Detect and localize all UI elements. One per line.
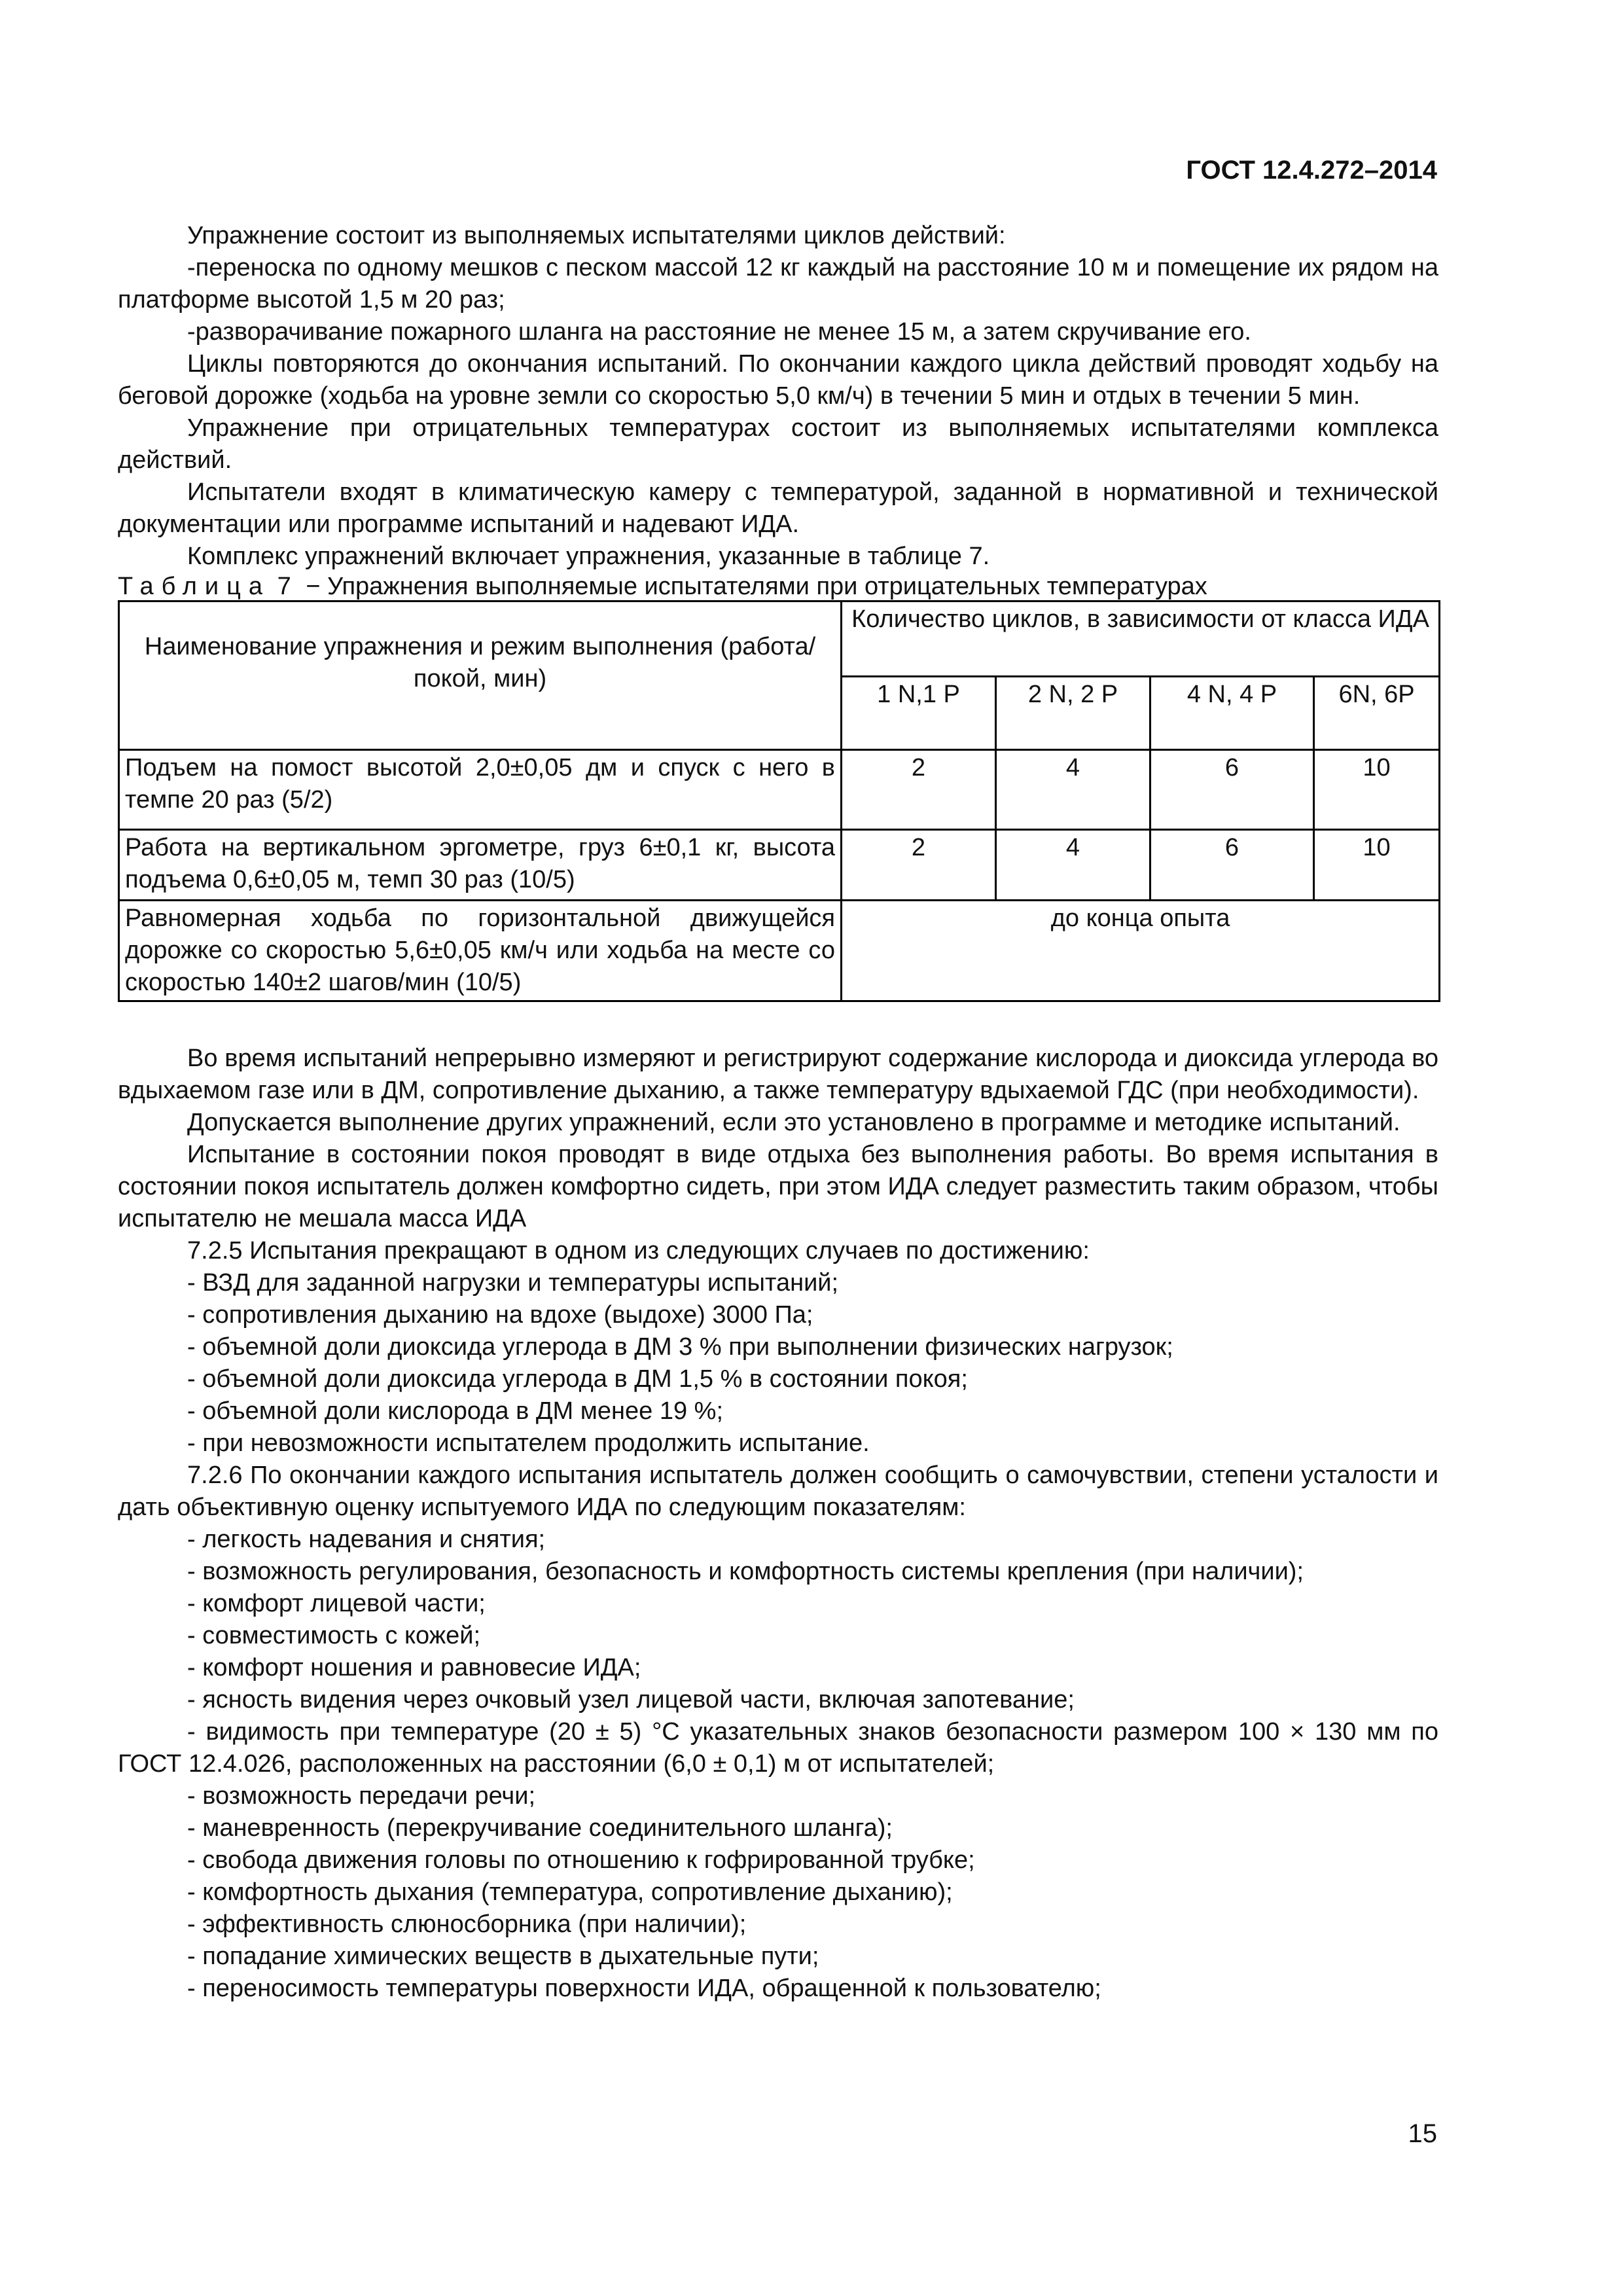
section-7-2-5: 7.2.5 Испытания прекращают в одном из следующих случаев по достижению: (187, 1237, 1090, 1265)
list-item: - возможность передачи речи; (187, 1782, 536, 1810)
paragraph: Во время испытаний непрерывно измеряют и регистрируют содержание кислорода и диоксида углерода во вдыхаемом газе или в ДМ, сопротивление дыханию, а также температуру вдыхаемой ГДС (при необходимости). (118, 1045, 1438, 1104)
cycles-cell: 6 (1150, 750, 1314, 830)
paragraph: Испытатели входят в климатическую камеру с температурой, заданной в нормативной и технической документации или программе испытаний и надевают ИДА. (118, 478, 1438, 538)
header-class-1: 1 N,1 P (842, 677, 996, 750)
table-header-row (119, 601, 1440, 677)
header-class-4: 4 N, 4 P (1150, 677, 1314, 750)
list-item: - ясность видения через очковый узел лицевой части, включая запотевание; (187, 1686, 1075, 1713)
cycles-cell: 10 (1314, 750, 1440, 830)
header-class-2: 2 N, 2 P (996, 677, 1150, 750)
exercise-name-cell: Подъем на помост высотой 2,0±0,05 дм и спуск с него в темпе 20 раз (5/2) (119, 750, 842, 830)
list-item: - комфорт ношения и равновесие ИДА; (187, 1654, 641, 1681)
table-caption-text: − Упражнения выполняемые испытателями при отрицательных температурах (306, 573, 1207, 600)
page-body (118, 220, 1438, 2005)
cycles-cell-until-end: до конца опыта (842, 901, 1440, 1001)
header-class-6: 6N, 6P (1314, 677, 1440, 750)
paragraph: Допускается выполнение других упражнений, если это установлено в программе и методике испытаний. (187, 1109, 1400, 1136)
list-item: - возможность регулирования, безопасность и комфортность системы крепления (при наличии); (187, 1558, 1304, 1585)
table-caption (118, 573, 1438, 600)
table-row (119, 750, 1440, 830)
paragraph: Комплекс упражнений включает упражнения, указанные в таблице 7. (187, 543, 990, 570)
list-item: - видимость при температуре (20 ± 5) °С указательных знаков безопасности размером 100 × 130 мм по ГОСТ 12.4.026, расположенных на расстоянии (6,0 ± 0,1) м от испытателей; (118, 1718, 1438, 1778)
paragraph: -разворачивание пожарного шланга на расстояние не менее 15 м, а затем скручивание его. (187, 318, 1251, 346)
list-item: - ВЗД для заданной нагрузки и температуры испытаний; (187, 1269, 839, 1297)
exercise-name-cell: Равномерная ходьба по горизонтальной движущейся дорожке со скоростью 5,6±0,05 км/ч или ходьба на месте со скоростью 140±2 шагов/мин (10/5) (119, 901, 842, 1001)
list-item: - при невозможности испытателем продолжить испытание. (187, 1429, 870, 1457)
paragraph: Циклы повторяются до окончания испытаний. По окончании каждого цикла действий проводят ходьбу на беговой дорожке (ходьба на уровне земли со скоростью 5,0 км/ч) в течении 5 мин и отдых в течении 5 мин. (118, 350, 1438, 410)
list-item: - совместимость с кожей; (187, 1622, 481, 1649)
cycles-cell: 2 (842, 830, 996, 901)
exercise-name-cell: Работа на вертикальном эргометре, груз 6±0,1 кг, высота подъема 0,6±0,05 м, темп 30 раз (10/5) (119, 830, 842, 901)
cycles-cell: 4 (996, 750, 1150, 830)
section-7-2-6: 7.2.6 По окончании каждого испытания испытатель должен сообщить о самочувствии, степени усталости и дать объективную оценку испытуемого ИДА по следующим показателям: (118, 1462, 1438, 1521)
cycles-cell: 4 (996, 830, 1150, 901)
exercise-table (118, 600, 1440, 1002)
paragraph: Упражнение состоит из выполняемых испытателями циклов действий: (187, 222, 1006, 249)
paragraph: -переноска по одному мешков с песком массой 12 кг каждый на расстояние 10 м и помещение их рядом на платформе высотой 1,5 м 20 раз; (118, 254, 1438, 314)
list-item: - свобода движения головы по отношению к гофрированной трубке; (187, 1846, 975, 1874)
list-item: - эффективность слюносборника (при наличии); (187, 1910, 747, 1938)
standard-code-header: ГОСТ 12.4.272–2014 (1186, 156, 1437, 185)
cycles-cell: 6 (1150, 830, 1314, 901)
paragraph: Испытание в состоянии покоя проводят в виде отдыха без выполнения работы. Во время испытания в состоянии покоя испытатель должен комфортно сидеть, при этом ИДА следует разместить таким образом, чтобы испытателю не мешала масса ИДА (118, 1141, 1438, 1232)
list-item: - объемной доли диоксида углерода в ДМ 3 % при выполнении физических нагрузок; (187, 1333, 1173, 1361)
list-item: - легкость надевания и снятия; (187, 1526, 546, 1553)
table-row (119, 830, 1440, 901)
cycles-cell: 2 (842, 750, 996, 830)
list-item: - объемной доли кислорода в ДМ менее 19 %; (187, 1397, 724, 1425)
list-item: - объемной доли диоксида углерода в ДМ 1,5 % в состоянии покоя; (187, 1365, 968, 1393)
list-item: - комфорт лицевой части; (187, 1590, 486, 1617)
list-item: - маневренность (перекручивание соединительного шланга); (187, 1814, 893, 1842)
header-cycles-group: Количество циклов, в зависимости от класса ИДА (842, 601, 1440, 677)
table-caption-number: 7 (277, 573, 299, 600)
list-item: - переносимость температуры поверхности ИДА, обращенной к пользователю; (187, 1975, 1101, 2002)
table-caption-label: Таблица (118, 573, 270, 600)
header-exercise-name: Наименование упражнения и режим выполнения (работа/покой, мин) (119, 601, 842, 750)
list-item: - попадание химических веществ в дыхательные пути; (187, 1943, 819, 1970)
cycles-cell: 10 (1314, 830, 1440, 901)
table-row (119, 901, 1440, 1001)
paragraph: Упражнение при отрицательных температурах состоит из выполняемых испытателями комплекса действий. (118, 414, 1438, 474)
list-item: - сопротивления дыханию на вдохе (выдохе) 3000 Па; (187, 1301, 813, 1329)
list-item: - комфортность дыхания (температура, сопротивление дыханию); (187, 1878, 953, 1906)
page-number: 15 (1408, 2119, 1437, 2148)
